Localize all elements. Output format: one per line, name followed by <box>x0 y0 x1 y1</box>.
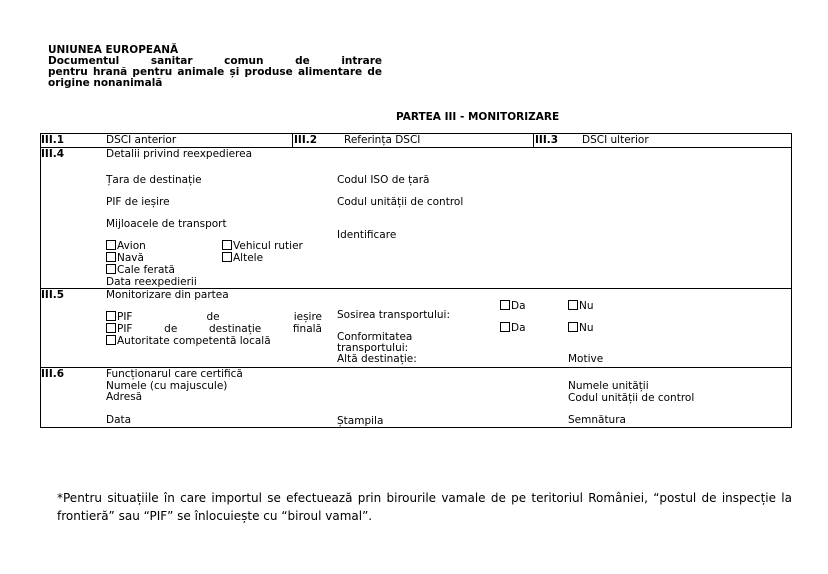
s4-avion-option[interactable]: Avion <box>106 240 146 252</box>
s5-motive: Motive <box>568 353 604 365</box>
s6-cod-unitate: Codul unității de control <box>568 392 695 404</box>
row1-num-1: III.1 <box>41 134 65 146</box>
checkbox-icon[interactable] <box>568 322 578 332</box>
header-doc-origin: origine nonanimală <box>48 77 163 89</box>
row1-num-2: III.2 <box>294 134 318 146</box>
s5-autoritate-option[interactable]: Autoritate competentă locală <box>106 335 271 347</box>
checkbox-icon[interactable] <box>106 311 116 321</box>
checkbox-icon[interactable] <box>106 240 116 250</box>
table-left-border <box>40 133 41 428</box>
s4-altele-option[interactable]: Altele <box>222 252 263 264</box>
s4-cale-option[interactable]: Cale ferată <box>106 264 175 276</box>
s4-data-reexp: Data reexpedierii <box>106 276 197 288</box>
s4-vehicul-option[interactable]: Vehicul rutier <box>222 240 303 252</box>
s4-cod-unitate: Codul unității de control <box>337 196 464 208</box>
col-divider-2 <box>533 133 534 148</box>
table-bottom-border <box>40 427 792 428</box>
s6-num: III.6 <box>41 368 65 380</box>
part-title: PARTEA III - MONITORIZARE <box>396 111 560 123</box>
checkbox-icon[interactable] <box>106 335 116 345</box>
s4-identificare: Identificare <box>337 229 397 241</box>
row1-label-3: DSCI ulterior <box>582 134 649 146</box>
row1-label-1: DSCI anterior <box>106 134 177 146</box>
header-union: UNIUNEA EUROPEANĂ <box>48 44 179 56</box>
s4-pif: PIF de ieșire <box>106 196 170 208</box>
s6-numele: Numele (cu majuscule) <box>106 380 228 392</box>
header-doc-subtitle: pentru hrană pentru animale și produse alimentare de <box>48 66 382 78</box>
checkbox-icon[interactable] <box>106 264 116 274</box>
s4-iso: Codul ISO de țară <box>337 174 430 186</box>
checkbox-icon[interactable] <box>106 252 116 262</box>
s5-conformitatea-2: transportului: <box>337 342 409 354</box>
row1-label-2: Referința DSCI <box>344 134 421 146</box>
row1-num-3: III.3 <box>535 134 559 146</box>
s6-data: Data <box>106 414 132 426</box>
s6-stampila: Ștampila <box>337 415 384 427</box>
s6-numele-unitatii: Numele unității <box>568 380 649 392</box>
s6-adresa: Adresă <box>106 391 143 403</box>
s5-da1-option[interactable]: Da <box>500 300 526 312</box>
table-right-border <box>791 133 792 428</box>
col-divider-1 <box>292 133 293 148</box>
footnote-line-1: *Pentru situațiile în care importul se efectuează prin birourile vamale de pe teritoriul României, “postul de inspecție la <box>57 491 792 505</box>
checkbox-icon[interactable] <box>568 300 578 310</box>
s4-nava-option[interactable]: Navă <box>106 252 144 264</box>
s4-tara: Țara de destinație <box>106 174 202 186</box>
checkbox-icon[interactable] <box>500 300 510 310</box>
s5-nu1-option[interactable]: Nu <box>568 300 594 312</box>
s5-conformitatea-1: Conformitatea <box>337 331 413 343</box>
checkbox-icon[interactable] <box>222 240 232 250</box>
checkbox-icon[interactable] <box>106 323 116 333</box>
s5-alta: Altă destinație: <box>337 353 417 365</box>
header-doc-title: Documentul sanitar comun de intrare <box>48 55 382 67</box>
s6-semnatura: Semnătura <box>568 414 626 426</box>
s4-num: III.4 <box>41 148 65 160</box>
s5-da2-option[interactable]: Da <box>500 322 526 334</box>
s5-title: Monitorizare din partea <box>106 289 229 301</box>
s5-num: III.5 <box>41 289 65 301</box>
s5-sosirea: Sosirea transportului: <box>337 309 450 321</box>
s4-title: Detalii privind reexpedierea <box>106 148 253 160</box>
checkbox-icon[interactable] <box>222 252 232 262</box>
footnote-line-2: frontieră” sau “PIF” se înlocuiește cu “biroul vamal”. <box>57 509 373 523</box>
s6-title: Funcționarul care certifică <box>106 368 243 380</box>
s4-mijloace: Mijloacele de transport <box>106 218 227 230</box>
s5-pif-iesire-option[interactable]: PIF de ieșire <box>106 311 322 323</box>
s5-nu2-option[interactable]: Nu <box>568 322 594 334</box>
checkbox-icon[interactable] <box>500 322 510 332</box>
s5-pif-dest-option[interactable]: PIF de destinație finală <box>106 323 322 335</box>
